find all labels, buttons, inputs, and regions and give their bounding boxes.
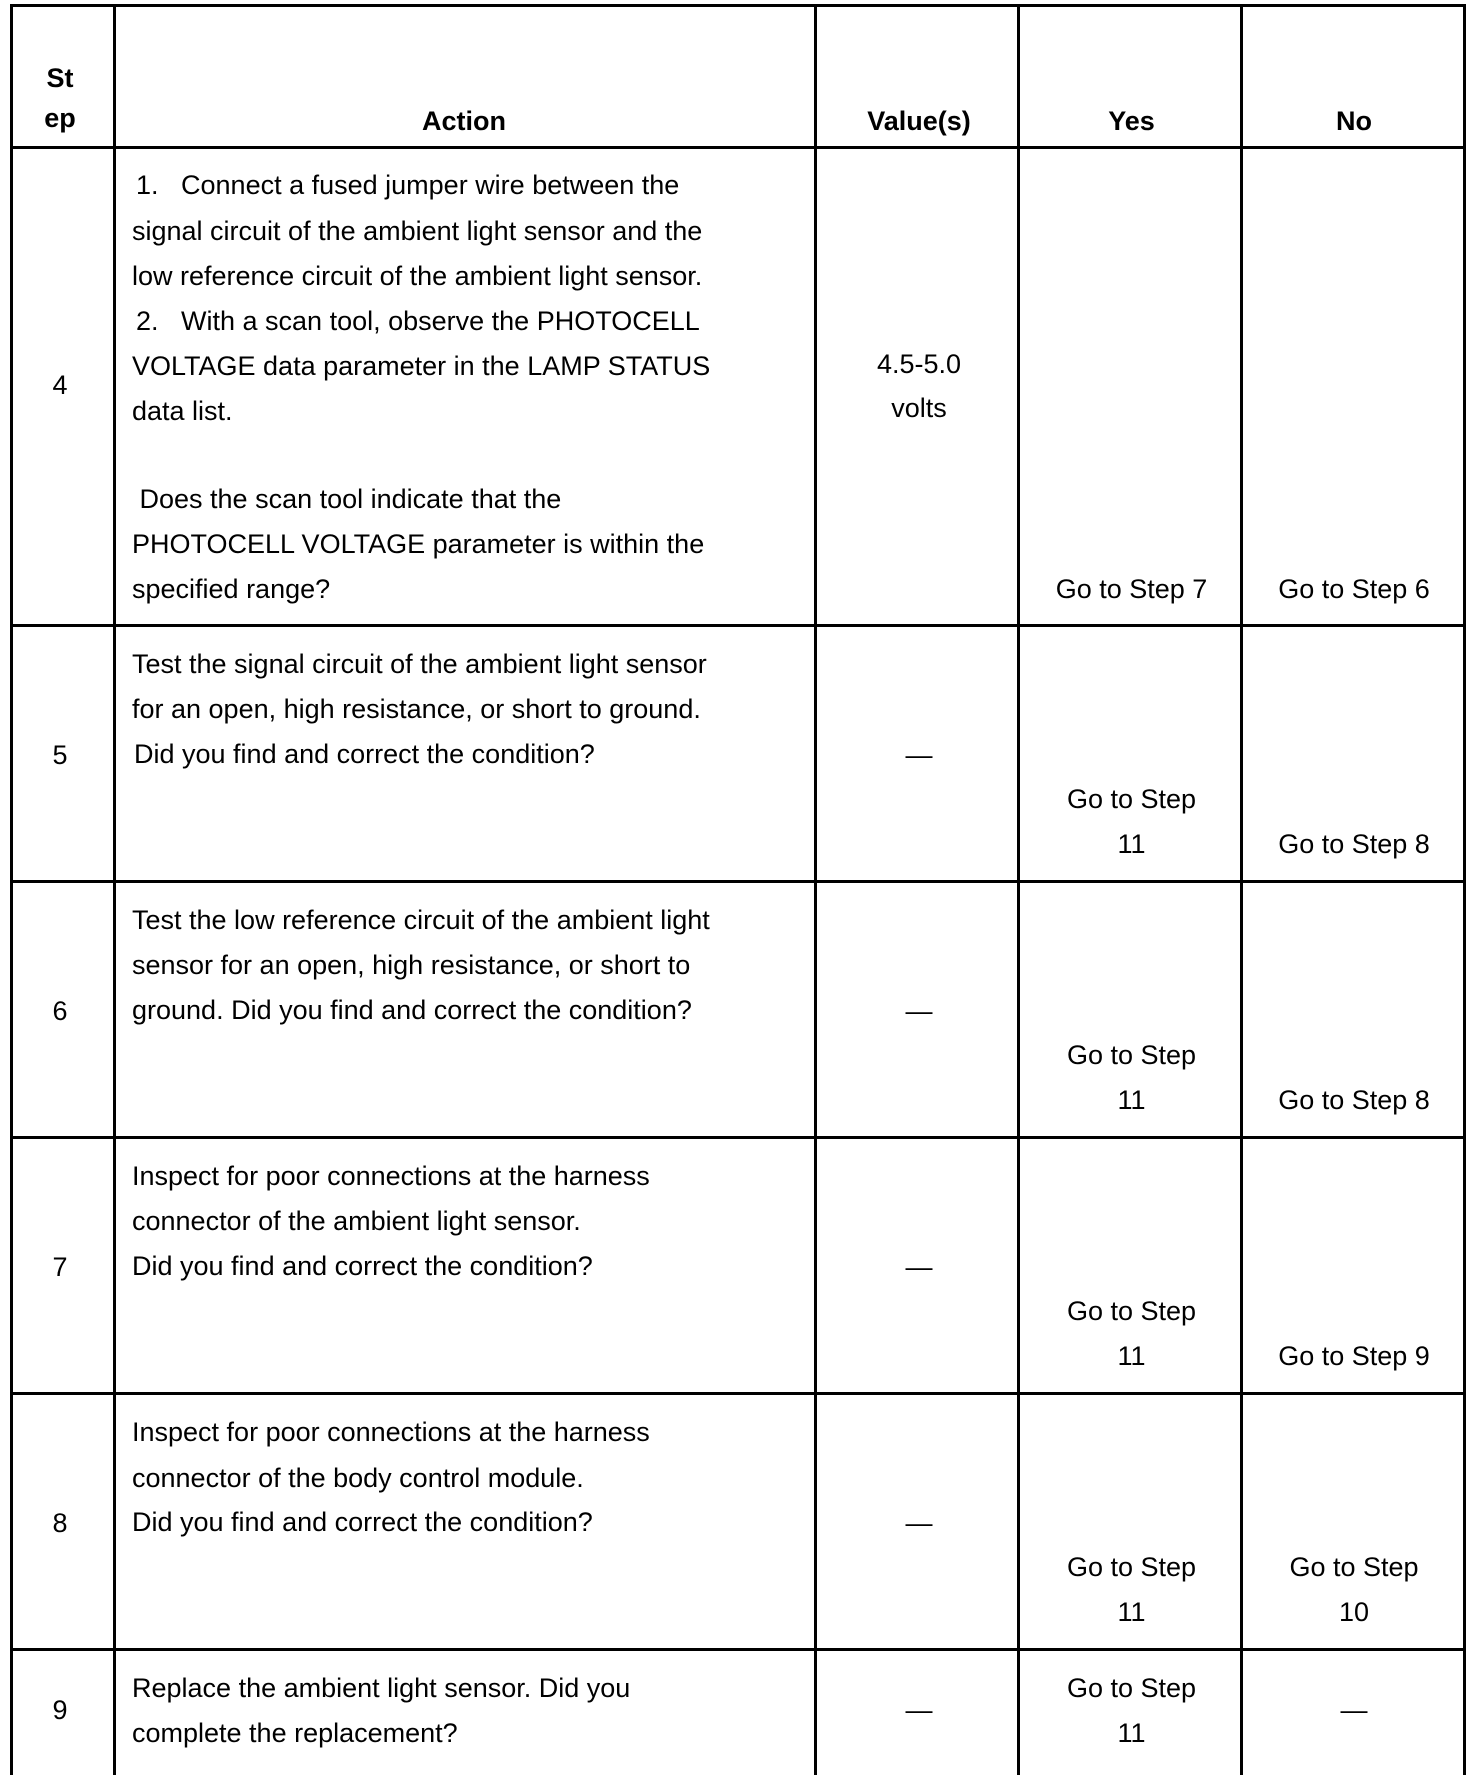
no-result-line: Go to Step	[1289, 1552, 1419, 1582]
yes-result-line: Go to Step	[1066, 1040, 1197, 1070]
action-line: connector of the body control module.	[132, 1463, 584, 1493]
yes-result-line: 11	[1117, 829, 1146, 859]
action-line: 2. With a scan tool, observe the PHOTOCELL	[136, 306, 700, 336]
value-dash: —	[905, 1695, 933, 1725]
action-line: for an open, high resistance, or short to ground.	[132, 694, 701, 724]
action-line: low reference circuit of the ambient light sensor.	[132, 261, 703, 291]
value-line: 4.5-5.0	[876, 349, 962, 379]
action-line: Inspect for poor connections at the harness	[132, 1161, 650, 1191]
step-number: 4	[52, 370, 68, 400]
action-line: connector of the ambient light sensor.	[132, 1206, 581, 1236]
action-line: Did you find and correct the condition?	[132, 1507, 593, 1537]
action-line: 1. Connect a fused jumper wire between the	[136, 170, 680, 200]
yes-result-line: 11	[1117, 1341, 1146, 1371]
header-step-line1: St	[46, 63, 74, 93]
action-line: Did you find and correct the condition?	[132, 1251, 593, 1281]
value-dash: —	[905, 996, 933, 1026]
column-divider	[1240, 4, 1243, 1775]
action-line: VOLTAGE data parameter in the LAMP STATUS	[132, 351, 711, 381]
no-result-line: 10	[1338, 1597, 1370, 1627]
yes-result-line: Go to Step	[1066, 1552, 1197, 1582]
yes-result-line: Go to Step	[1066, 784, 1197, 814]
action-line: specified range?	[132, 574, 331, 604]
row-divider	[10, 1136, 1466, 1139]
step-number: 6	[52, 996, 68, 1026]
header-no: No	[1336, 106, 1372, 136]
action-line: complete the replacement?	[132, 1718, 458, 1748]
row-divider	[10, 1648, 1466, 1651]
step-number: 7	[52, 1252, 68, 1282]
row-divider	[10, 624, 1466, 627]
yes-result-line: Go to Step	[1066, 1673, 1197, 1703]
yes-result-line: 11	[1117, 1718, 1146, 1748]
no-result: Go to Step 6	[1278, 574, 1430, 604]
header-divider	[10, 146, 1466, 149]
no-result: Go to Step 8	[1278, 1085, 1430, 1115]
yes-result-line: 11	[1117, 1085, 1146, 1115]
header-step-line2: ep	[44, 103, 76, 133]
value-line: volts	[891, 393, 947, 423]
yes-result: Go to Step 7	[1055, 574, 1208, 604]
header-action: Action	[422, 106, 506, 136]
action-line: Does the scan tool indicate that the	[132, 484, 562, 514]
no-result: —	[1340, 1695, 1368, 1725]
step-number: 8	[52, 1508, 68, 1538]
value-dash: —	[905, 1252, 933, 1282]
step-number: 9	[52, 1695, 68, 1725]
action-line: Test the low reference circuit of the ambient light	[132, 905, 710, 935]
value-dash: —	[905, 1508, 933, 1538]
action-line: sensor for an open, high resistance, or short to	[132, 950, 691, 980]
table-border-top	[10, 4, 1466, 7]
action-line: data list.	[132, 396, 233, 426]
table-border-right	[1463, 4, 1466, 1775]
action-line: PHOTOCELL VOLTAGE parameter is within the	[132, 529, 705, 559]
column-divider	[814, 4, 817, 1775]
header-step	[12, 58, 108, 138]
action-line: ground. Did you find and correct the condition?	[132, 995, 692, 1025]
header-values: Value(s)	[867, 106, 971, 136]
row-divider	[10, 1392, 1466, 1395]
action-line: Test the signal circuit of the ambient light sensor	[132, 649, 707, 679]
step-number: 5	[52, 740, 68, 770]
action-line: Replace the ambient light sensor. Did you	[132, 1673, 631, 1703]
header-yes: Yes	[1108, 106, 1155, 136]
action-line: Did you find and correct the condition?	[134, 739, 595, 769]
row-divider	[10, 880, 1466, 883]
yes-result-line: 11	[1117, 1597, 1146, 1627]
no-result: Go to Step 9	[1278, 1341, 1430, 1371]
no-result: Go to Step 8	[1278, 829, 1430, 859]
column-divider	[113, 4, 116, 1775]
action-line: Inspect for poor connections at the harness	[132, 1417, 650, 1447]
yes-result-line: Go to Step	[1066, 1296, 1197, 1326]
action-line: signal circuit of the ambient light sensor and the	[132, 216, 703, 246]
value-dash: —	[905, 740, 933, 770]
